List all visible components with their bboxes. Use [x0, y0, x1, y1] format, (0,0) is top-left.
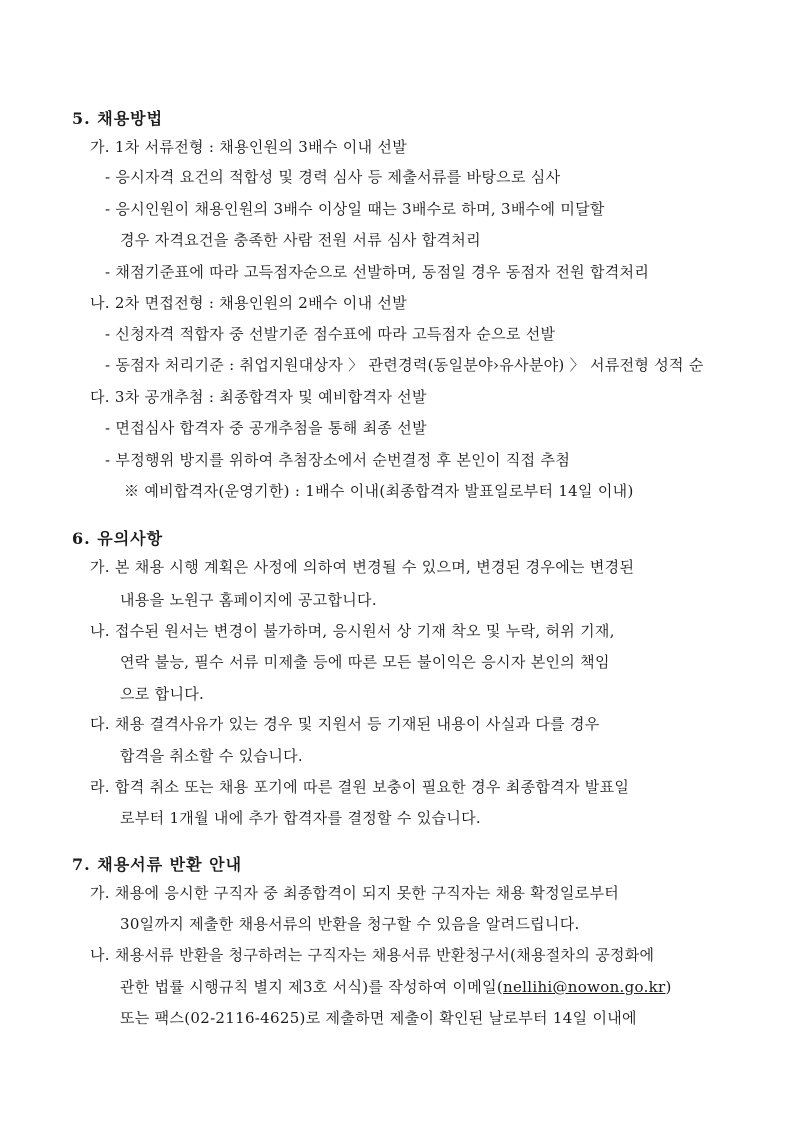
s5-item-b: 나. 2차 면접전형 : 채용인원의 2배수 이내 선발 — [90, 294, 408, 312]
s5-c-note: ※ 예비합격자(운영기한) : 1배수 이내(최종합격자 발표일로부터 14일 이내) — [124, 482, 634, 500]
s5-c-bullet-1: - 면접심사 합격자 중 공개추첨을 통해 최종 선발 — [105, 419, 427, 437]
s6-item-d: 라. 합격 취소 또는 채용 포기에 따른 결원 보충이 필요한 경우 최종합격자 발표일 — [90, 778, 630, 796]
section-5-title: 5. 채용방법 — [72, 109, 164, 128]
s7-b-text-post: ) — [665, 978, 672, 996]
s6-item-c-cont: 합격을 취소할 수 있습니다. — [120, 747, 303, 765]
s7-b-text-pre: 관한 법률 시행규칙 별지 제3호 서식)를 작성하여 이메일( — [120, 978, 504, 996]
s7-item-a: 가. 채용에 응시한 구직자 중 최종합격이 되지 못한 구직자는 채용 확정일로부터 — [90, 884, 620, 902]
s5-b-bullet-2: - 동점자 처리기준 : 취업지원대상자 〉 관련경력(동일분야›유사분야) 〉 서류전형 성적 순 — [105, 356, 704, 374]
s7-item-b-cont-2: 또는 팩스(02-2116-4625)로 제출하면 제출이 확인된 날로부터 14일 이내에 — [120, 1009, 637, 1027]
s6-item-a-cont: 내용을 노원구 홈페이지에 공고합니다. — [120, 591, 377, 609]
s7-item-b-cont-1 — [120, 976, 672, 997]
s5-b-bullet-1: - 신청자격 적합자 중 선발기준 점수표에 따라 고득점자 순으로 선발 — [105, 325, 556, 343]
section-7-title: 7. 채용서류 반환 안내 — [72, 855, 243, 874]
s5-item-a: 가. 1차 서류전형 : 채용인원의 3배수 이내 선발 — [90, 138, 408, 156]
s6-item-c: 다. 채용 결격사유가 있는 경우 및 지원서 등 기재된 내용이 사실과 다를 경우 — [90, 715, 600, 733]
section-6-title: 6. 유의사항 — [72, 529, 164, 548]
s5-a-bullet-1: - 응시자격 요건의 적합성 및 경력 심사 등 제출서류를 바탕으로 심사 — [105, 168, 561, 186]
s5-a-bullet-3: - 채점기준표에 따라 고득점자순으로 선발하며, 동점일 경우 동점자 전원 합격처리 — [105, 263, 650, 281]
s6-item-b-cont-1: 연락 불능, 필수 서류 미제출 등에 따른 모든 불이익은 응시자 본인의 책임 — [120, 653, 610, 671]
s5-a-bullet-2: - 응시인원이 채용인원의 3배수 이상일 때는 3배수로 하며, 3배수에 미달할 — [105, 200, 605, 218]
s5-c-bullet-2: - 부정행위 방지를 위하여 추첨장소에서 순번결정 후 본인이 직접 추첨 — [105, 451, 571, 469]
s6-item-b: 나. 접수된 원서는 변경이 불가하며, 응시원서 상 기재 착오 및 누락, 허위 기재, — [90, 622, 615, 640]
s6-item-d-cont: 로부터 1개월 내에 추가 합격자를 결정할 수 있습니다. — [120, 809, 481, 827]
s5-a-bullet-2-cont: 경우 자격요건을 충족한 사람 전원 서류 심사 합격처리 — [120, 231, 481, 249]
s5-item-c: 다. 3차 공개추첨 : 최종합격자 및 예비합격자 선발 — [90, 388, 427, 406]
s6-item-a: 가. 본 채용 시행 계획은 사정에 의하여 변경될 수 있으며, 변경된 경우에는 변경된 — [90, 558, 635, 576]
s7-item-b: 나. 채용서류 반환을 청구하려는 구직자는 채용서류 반환청구서(채용절차의 공정화에 — [90, 946, 655, 964]
email-link[interactable]: nellihi@nowon.go.kr — [503, 978, 666, 996]
s6-item-b-cont-2: 으로 합니다. — [120, 685, 205, 703]
s7-item-a-cont: 30일까지 제출한 채용서류의 반환을 청구할 수 있음을 알려드립니다. — [120, 915, 580, 933]
